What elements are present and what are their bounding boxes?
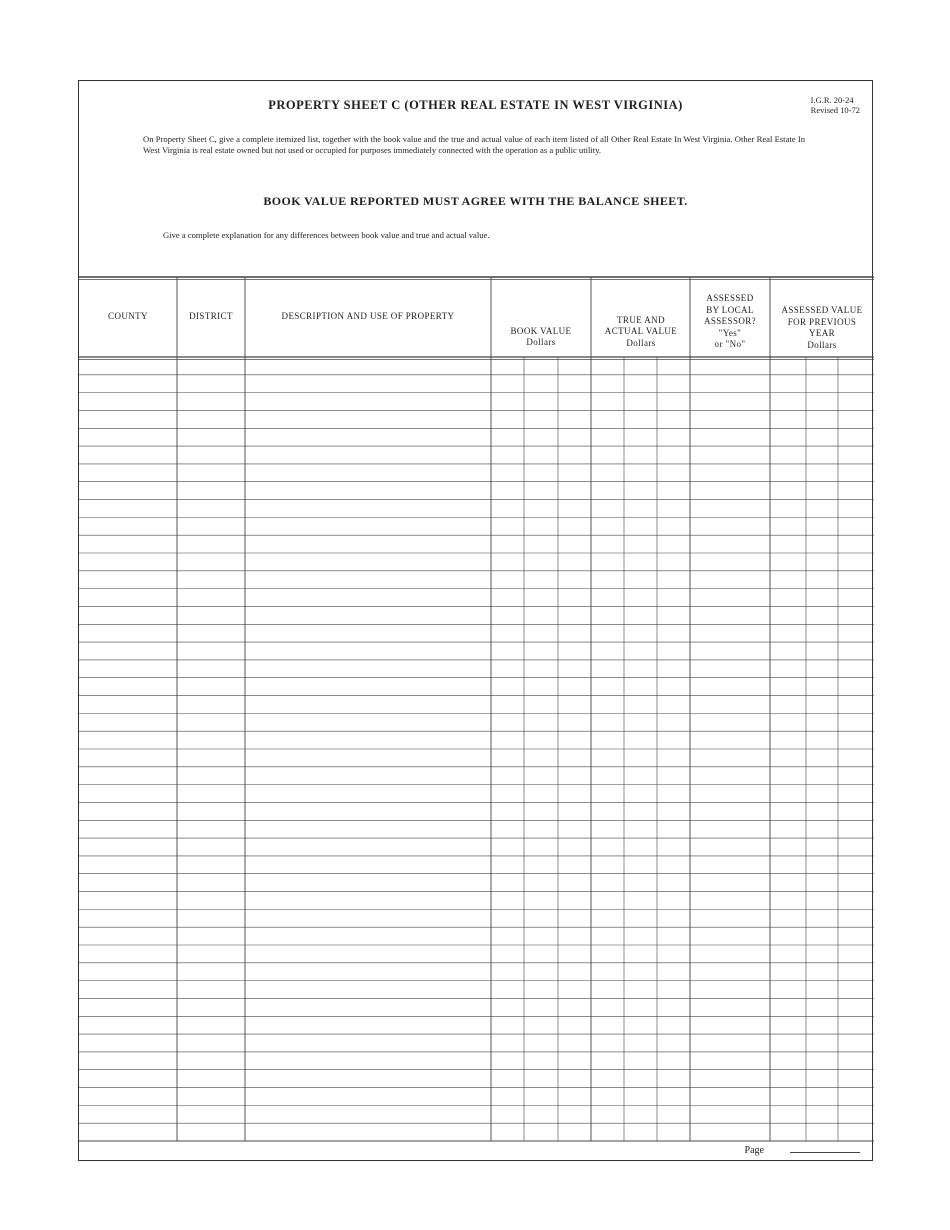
header-true-actual-value: TRUE AND ACTUAL VALUE Dollars xyxy=(604,314,678,348)
page-label: Page xyxy=(744,1145,764,1156)
page-number-field[interactable] xyxy=(790,1152,860,1153)
explanation-prompt: Give a complete explanation for any differences between book value and true and actual value. xyxy=(163,230,490,240)
warning-text: BOOK VALUE REPORTED MUST AGREE WITH THE BALANCE SHEET. xyxy=(263,194,688,208)
header-county: COUNTY xyxy=(108,311,148,322)
header-book-value: BOOK VALUE Dollars xyxy=(510,325,572,347)
header-assessed-previous: ASSESSED VALUE FOR PREVIOUS YEAR Dollars xyxy=(781,305,863,350)
form-title: PROPERTY SHEET C (OTHER REAL ESTATE IN WEST VIRGINIA) xyxy=(268,98,683,112)
form-revision: Revised 10-72 xyxy=(810,105,860,115)
instructions-text: On Property Sheet C, give a complete itemized list, together with the book value and the true and actual value of each item listed of all Other Real Estate In West Virginia. Other Real Estate In West Virginia is real estate owned but not used or occupied for purposes immediately connected with the operation as a public utility. xyxy=(143,134,805,155)
form-number xyxy=(811,95,860,115)
header-district: DISTRICT xyxy=(189,311,233,322)
header-assessed-local: ASSESSED BY LOCAL ASSESSOR? "Yes" or "No" xyxy=(703,293,757,350)
header-description: DESCRIPTION AND USE OF PROPERTY xyxy=(281,311,455,322)
property-sheet-form xyxy=(78,80,873,1161)
table-grid xyxy=(79,81,874,1162)
form-id: I.G.R. 20-24 xyxy=(810,95,854,105)
